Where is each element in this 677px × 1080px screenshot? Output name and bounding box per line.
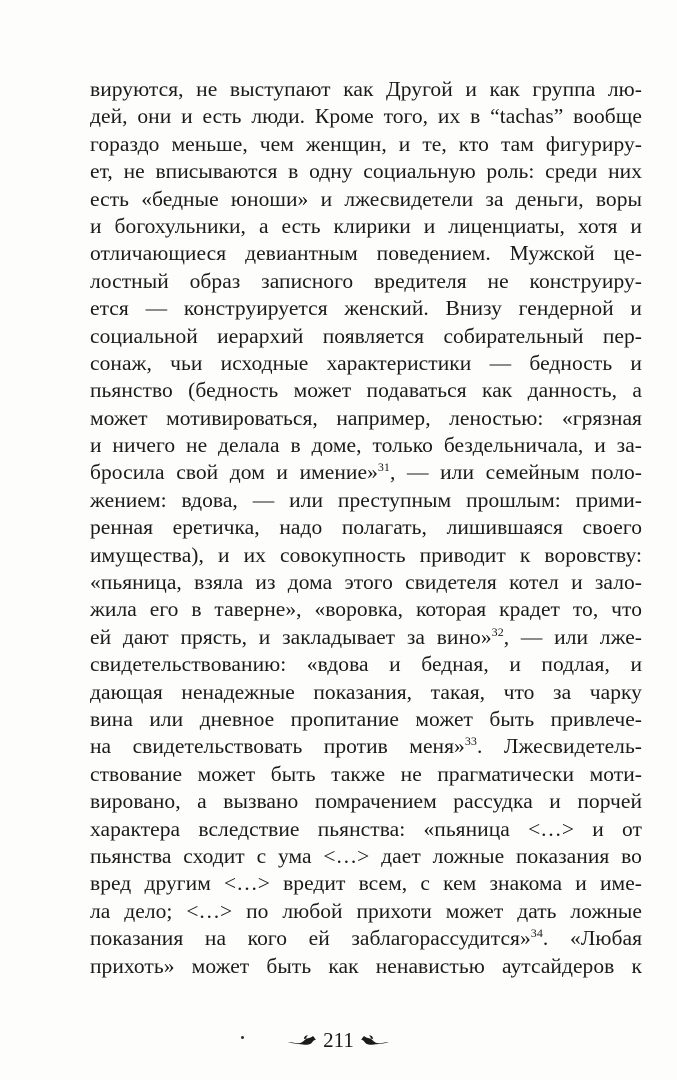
text-line: ла дело; <…> по любой прихоти может дать ложные xyxy=(90,898,642,923)
text-line: вируются, не выступают как Другой и как группа лю- xyxy=(90,77,642,101)
text-line: ствование может быть также не прагматически моти- xyxy=(90,761,642,786)
text-line-with-footnote xyxy=(90,459,642,486)
footnote-ref-34[interactable]: 34 xyxy=(530,926,543,941)
text-line: ется — конструируется женский. Внизу гендерной и xyxy=(90,296,642,321)
footnote-ref-31[interactable]: 31 xyxy=(377,460,390,475)
footnote-ref-32[interactable]: 32 xyxy=(491,624,504,639)
text-line: и богохульники, а есть клирики и лиценциаты, хотя и xyxy=(90,213,642,238)
text-line-with-footnote xyxy=(90,624,642,651)
text-segment: показания на кого ей заблагорассудится» xyxy=(90,926,531,951)
text-line: ет, не вписываются в одну социальную роль: среди них xyxy=(90,159,642,184)
fleuron-left-icon xyxy=(287,1033,317,1047)
text-segment: . Лжесвидетель- xyxy=(476,734,643,759)
text-line: отличающиеся девиантным поведением. Мужской це- xyxy=(90,241,642,266)
text-line: социальной иерархий появляется собирательный пер- xyxy=(90,323,642,348)
text-line: прихоть» может быть как ненавистью аутсайдеров к xyxy=(90,953,642,978)
text-segment: , — или семейным поло- xyxy=(389,460,642,485)
text-line: вировано, а вызвано помрачением рассудка и порчей xyxy=(90,789,642,814)
text-line: жением: вдова, — или преступным прошлым: прими- xyxy=(90,487,642,512)
text-line: ренная еретичка, надо полагать, лишившаяся своего xyxy=(90,515,642,540)
text-line: есть «бедные юноши» и лжесвидетели за деньги, воры xyxy=(90,186,642,211)
text-line: жила его в таверне», «воровка, которая крадет то, что xyxy=(90,597,642,622)
text-segment: ей дают прясть, и закладывает за вино» xyxy=(90,624,492,649)
text-line-with-footnote xyxy=(90,925,642,952)
body-text xyxy=(90,76,642,980)
text-line-with-footnote xyxy=(90,733,642,760)
folio-group xyxy=(287,1022,390,1058)
fleuron-right-icon xyxy=(360,1033,390,1047)
text-line: дающая ненадежные показания, такая, что за чарку xyxy=(90,679,642,704)
text-segment: , — или лже- xyxy=(503,624,643,649)
text-line: может мотивироваться, например, леностью: «грязная xyxy=(90,405,642,430)
text-line: гораздо меньше, чем женщин, и те, кто там фигуриру- xyxy=(90,131,642,156)
text-line: имущества), и их совокупность приводит к воровству: xyxy=(90,542,642,567)
text-line: свидетельствованию: «вдова и бедная, и подлая, и xyxy=(90,652,642,677)
text-line: вред другим <…> вредит всем, с кем знакома и име- xyxy=(90,871,642,896)
text-line: вина или дневное пропитание может быть привлече- xyxy=(90,706,642,731)
text-segment: бросила свой дом и имение» xyxy=(90,460,378,485)
page-number: 211 xyxy=(323,1028,354,1052)
footnote-ref-33[interactable]: 33 xyxy=(464,734,477,749)
text-line: пьянство (бедность может подаваться как данность, а xyxy=(90,378,642,403)
text-segment: . «Любая xyxy=(542,926,643,951)
text-line: характера вследствие пьянства: «пьяница <…> и от xyxy=(90,816,642,841)
text-line: и ничего не делала в доме, только бездельничала, и за- xyxy=(90,433,642,458)
text-line: сонаж, чьи исходные характеристики — бедность и xyxy=(90,350,642,375)
text-line: «пьяница, взяла из дома этого свидетеля котел и зало- xyxy=(90,570,642,595)
text-line: пьянства сходит с ума <…> дает ложные показания во xyxy=(90,843,642,868)
folio xyxy=(0,1022,677,1058)
text-line: лостный образ записного вредителя не конструиру- xyxy=(90,268,642,293)
text-segment: на свидетельствовать против меня» xyxy=(90,734,465,759)
text-line: дей, они и есть люди. Кроме того, их в “tachas” вообще xyxy=(90,104,642,129)
